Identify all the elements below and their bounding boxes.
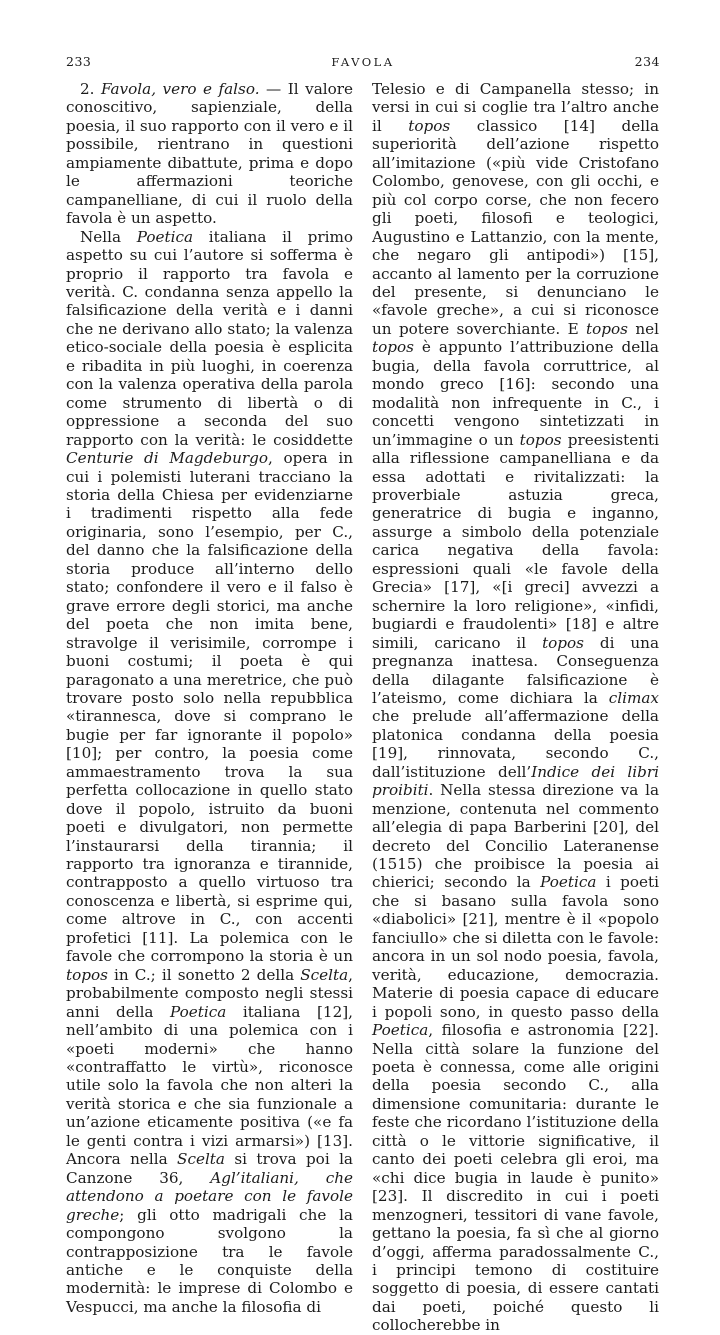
italic-term: topos xyxy=(66,965,108,984)
italic-title: Agl’italiani, che attendono a poetare con le favole greche xyxy=(66,1168,353,1224)
paragraph-text: , opera in cui i polemisti luterani tracciano la storia della Chiesa per evidenziarne i tradimenti rispetto alla fede originaria, sono l’esempio, per C., del danno che la falsificazione della storia produce all’interno dello stato; confondere il vero e il falso è grave errore degli storici, ma anche del poeta che non imita bene, stravolge il verisimile, corrompe i buoni costumi; il poeta è qui paragonato a una meretrice, che può trovare posto solo nella repubblica «tirannesca, dove si comprano le bugie per far ignorante il popolo» [10]; per contro, la poesia come ammaestramento trova la sua perfetta collocazione in quello stato dove il popolo, istruito da buoni poeti e divulgatori, non permette l’instaurarsi della tirannia; il rapporto tra ignoranza e tirannide, contrapposto a quello virtuoso tra conoscenza e libertà, si esprime qui, come altrove in C., con accenti profetici [11]. La polemica con le favole che corrompono la storia è un xyxy=(66,449,353,966)
italic-term: topos xyxy=(586,319,628,338)
section-heading: Favola, vero e falso. xyxy=(101,80,260,98)
italic-title: Poetica xyxy=(170,1002,227,1021)
italic-term: topos xyxy=(542,633,584,652)
paragraph-text: si trova poi la Canzone 36, xyxy=(66,1150,353,1187)
italic-title: Poetica xyxy=(540,873,597,892)
body-paragraph xyxy=(66,228,353,1317)
italic-term: topos xyxy=(372,338,414,357)
paragraph-text: italiana il primo aspetto su cui l’autore si sofferma è proprio il rapporto tra favola e verità. C. condanna senza appello la falsificazione della verità e i danni che ne derivano allo stato; la valenza etico-sociale della poesia è esplicita e ribadita in più luoghi, in coerenza con la valenza operativa della parola come strumento di libertà o di oppressione a seconda del suo rapporto con la verità: le cosiddette xyxy=(66,227,354,449)
section-number: 2. xyxy=(80,80,101,98)
running-title: FAVOLA xyxy=(331,55,395,69)
paragraph-text: Nella xyxy=(80,227,137,246)
paragraph-text: , filosofia e astronomia [22]. Nella città solare la funzione del poeta è connessa, come alle origini della poesia secondo C., alla dimensione comunitaria: durante le feste che ricordano l’istituzione della città o le vittorie significative, il canto dei poeti celebra gli eroi, ma «chi dice bugia in laude è punito» [23]. Il discredito in cui i poeti menzogneri, tessitori di vane favole, gettano la poesia, fa sì che al giorno d’oggi, afferma paradossalmente C., i principi temono di costituire soggetto di poesia, di essere cantati dai poeti, poiché questo li collocherebbe in xyxy=(372,1021,659,1335)
italic-title: Scelta xyxy=(300,965,349,984)
paragraph-text: i poeti che si basano sulla favola sono «diabolici» [21], mentre è il «popolo fanciullo» che si diletta con le favole: ancora in un sol nodo poesia, favola, verità, educazione, democrazia. Materie di poesia capace di educare i popoli sono, in questo passo della xyxy=(372,873,659,1021)
italic-term: topos xyxy=(408,116,451,135)
page-number-left: 233 xyxy=(66,54,92,69)
italic-title: Indice dei libri proibiti xyxy=(372,762,659,800)
paragraph-text: di una pregnanza inattesa. Conseguenza della dilagante falsificazione è l’ateismo, come dichiara la xyxy=(372,633,659,707)
italic-title: Scelta xyxy=(177,1150,225,1169)
running-head xyxy=(66,54,660,74)
paragraph-text: in C.; il sonetto 2 della xyxy=(107,965,301,984)
paragraph-text: ; gli otto madrigali che la compongono svolgono la contrapposizione tra le favole antiche e le conquiste della modernità: le imprese di Colombo e Vespucci, ma anche la filosofia di xyxy=(66,1205,353,1316)
paragraph-text: che prelude all’affermazione della platonica condanna della poesia [19], rinnovata, secondo C., dall’istituzione dell’ xyxy=(372,707,659,781)
paragraph-text: Telesio e di Campanella stesso; in versi in cui si coglie tra l’altro anche il xyxy=(372,80,659,135)
italic-term: topos xyxy=(519,430,562,449)
italic-title: Poetica xyxy=(136,227,194,246)
page-number-right: 234 xyxy=(634,54,660,69)
paragraph-text: italiana [12], nell’ambito di una polemica con i «poeti moderni» che hanno «contraffatto le virtù», riconosce utile solo la favola che non alteri la verità storica e che sia funzionale a un’azione eticamente positiva («e fa le genti contra i vizi armarsi») [13]. Ancora nella xyxy=(66,1002,353,1169)
section-paragraph xyxy=(66,80,353,228)
paragraph-text: , probabilmente composto negli stessi anni della xyxy=(66,965,353,1021)
left-column xyxy=(66,80,353,1316)
paragraph-text: — Il valore conoscitivo, sapienziale, della poesia, il suo rapporto con il vero e il possibile, rientrano in questioni ampiamente dibattute, prima e dopo le affermazioni teoriche campanelliane, di cui il ruolo della favola è un aspetto. xyxy=(66,80,353,228)
paragraph-text: classico [14] della superiorità dell’azione rispetto all’imitazione («più vide Cristofano Colombo, genovese, con gli occhi, e più col corpo corse, che non fecero gli poeti, filosofi e teologici, Augustino e Lattanzio, con la mente, che negaro gli antipodi») [15], accanto al lamento per la corruzione del presente, si denunciano le «favole greche», a cui si riconosce un potere soverchiante. E xyxy=(372,116,659,338)
italic-title: Centurie di Magdeburgo xyxy=(66,449,268,468)
right-column xyxy=(372,80,659,1335)
body-paragraph xyxy=(372,80,659,1335)
paragraph-text: nel xyxy=(627,319,659,338)
paragraph-text: preesistenti alla riflessione campanelliana e da essa adottati e rivitalizzati: la proverbiale astuzia greca, generatrice di bugia e inganno, assurge a simbolo della potenziale carica negativa della favola: espressioni quali «le favole della Grecia» [17], «[i greci] avvezzi a schernire la loro religione», «infidi, bugiardi e fraudolenti» [18] e altre simili, caricano il xyxy=(372,430,659,652)
italic-title: Poetica xyxy=(372,1021,429,1040)
italic-term: climax xyxy=(608,688,659,707)
paragraph-text: . Nella stessa direzione va la menzione, contenuta nel commento all’elegia di papa Barberini [20], del decreto del Concilio Lateranense (1515) che proibisce la poesia ai chierici; secondo la xyxy=(372,781,659,892)
paragraph-text: è appunto l’attribuzione della bugia, della favola corruttrice, al mondo greco [16]: secondo una modalità non infrequente in C., i concetti vengono sintetizzati in un’immagine o un xyxy=(372,338,659,449)
